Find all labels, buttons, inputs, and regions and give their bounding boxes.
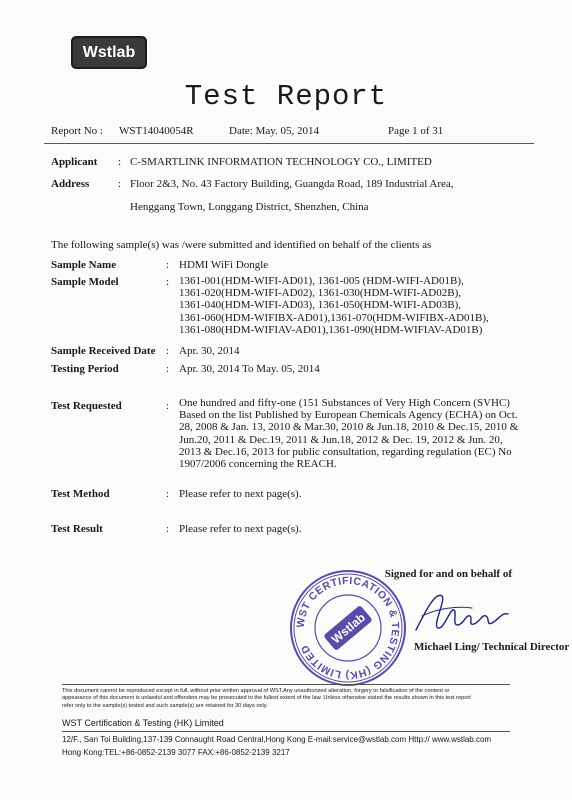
address-label: Address (51, 178, 90, 190)
logo-text: Wstlab (82, 43, 136, 61)
sample-name-label: Sample Name (51, 259, 117, 271)
test-result-value: Please refer to next page(s). (179, 523, 302, 535)
report-no-label: Report No : (51, 125, 103, 137)
footer-divider-top (62, 684, 510, 685)
test-requested-line: Based on the list Published by European Chemicals Agency (ECHA) on Oct. (179, 409, 518, 422)
sample-model-label: Sample Model (51, 276, 119, 288)
company-logo (71, 36, 147, 69)
applicant-colon: : (118, 156, 122, 168)
received-date-value: Apr. 30, 2014 (179, 345, 240, 357)
address-line-2: Henggang Town, Longgang District, Shenzhen, China (130, 201, 369, 213)
sample-name-value: HDMI WiFi Dongle (179, 259, 269, 271)
disclaimer-line: refer only to the sample(s) tested and such sample(s) are retained for 30 days only. (62, 702, 268, 709)
sample-model-list (179, 275, 489, 336)
testing-period-value: Apr. 30, 2014 To May. 05, 2014 (179, 363, 320, 375)
sample-name-colon: : (166, 259, 170, 271)
footer-address: 12/F., San Toi Building,137-139 Connaught Road Central,Hong Kong E-mail:service@wstlab.com Http:// www.wstlab.com (62, 735, 492, 744)
applicant-label: Applicant (51, 156, 98, 168)
test-method-colon: : (166, 488, 170, 500)
footer-disclaimer (62, 688, 512, 710)
page-number: Page 1 of 31 (388, 125, 444, 137)
signer-name: Michael Ling/ Technical Director (414, 641, 570, 653)
page-title: Test Report (184, 80, 388, 113)
test-result-colon: : (166, 523, 170, 535)
footer-divider-bottom (62, 731, 510, 732)
test-requested-text (179, 397, 518, 470)
footer-phone: Hong Kong:TEL:+86-0852-2139 3077 FAX:+86-0852-2139 3217 (62, 748, 290, 757)
handwritten-signature (408, 586, 518, 638)
test-requested-line: 28, 2008 & Jan. 13, 2010 & Mar.30, 2010 & Jun.18, 2010 & Dec.15, 2010 & (179, 421, 519, 434)
received-date-colon: : (166, 345, 170, 357)
lab-name: WST Certification & Testing (HK) Limited (62, 718, 224, 728)
intro-text: The following sample(s) was /were submitted and identified on behalf of the clients as  (51, 239, 443, 251)
testing-period-label: Testing Period (51, 363, 119, 375)
test-requested-label: Test Requested (51, 400, 122, 412)
sample-model-line: 1361-020(HDM-WIFI-AD02), 1361-030(HDM-WIFI-AD02B), (179, 287, 461, 300)
sample-model-line: 1361-060(HDM-WIFIBX-AD01),1361-070(HDM-WIFIBX-AD01B), (179, 311, 489, 324)
company-stamp (288, 568, 408, 688)
header-divider (44, 143, 534, 144)
test-method-value: Please refer to next page(s). (179, 488, 302, 500)
applicant-value: C-SMARTLINK INFORMATION TECHNOLOGY CO., LIMITED (130, 156, 432, 168)
signature-heading: Signed for and on behalf of (384, 568, 512, 580)
test-requested-line: 1907/2006 concerning the REACH. (179, 458, 337, 471)
testing-period-colon: : (166, 363, 170, 375)
disclaimer-line: appearance of this document is unlawful and offenders may be prosecuted to the fullest extent of the law. Unless otherwise stated the results shown in this test report (62, 695, 471, 702)
address-colon: : (118, 178, 122, 190)
test-requested-line: One hundred and fifty-one (151 Substances of Very High Concern (SVHC) (179, 397, 510, 409)
test-result-label: Test Result (51, 523, 103, 535)
test-requested-line: 2013 & Dec.16, 2013 for public consultation, regarding regulation (EC) No (179, 445, 512, 458)
report-no: WST14040054R (119, 125, 194, 137)
address-line-1: Floor 2&3, No. 43 Factory Building, Guangda Road, 189 Industrial Area, (130, 178, 454, 190)
sample-model-colon: : (166, 276, 170, 288)
stamp-center-text: Wstlab (328, 610, 368, 647)
sample-model-line: 1361-001(HDM-WIFI-AD01), 1361-005 (HDM-WIFI-AD01B), (179, 275, 464, 287)
report-date: Date: May. 05, 2014 (229, 125, 320, 137)
test-requested-colon: : (166, 400, 170, 412)
stamp-ring-text: WST CERTIFICATION & TESTING (HK) LIMITED (294, 574, 402, 682)
test-requested-line: Jun.20, 2011 & Dec.19, 2011 & Jun.18, 2012 & Dec. 19, 2012 & Jun. 20, (179, 433, 503, 446)
sample-model-line: 1361-080(HDM-WIFIAV-AD01),1361-090(HDM-WIFIAV-AD01B) (179, 323, 483, 336)
sample-model-line: 1361-040(HDM-WIFI-AD03), 1361-050(HDM-WIFI-AD03B), (179, 299, 461, 312)
received-date-label: Sample Received Date (51, 345, 156, 357)
disclaimer-line: This document cannot be reproduced except in full, without prior written approval of WST.Any unauthorized alteration, forgery or falsification of the content or (62, 688, 450, 694)
test-method-label: Test Method (51, 488, 110, 500)
